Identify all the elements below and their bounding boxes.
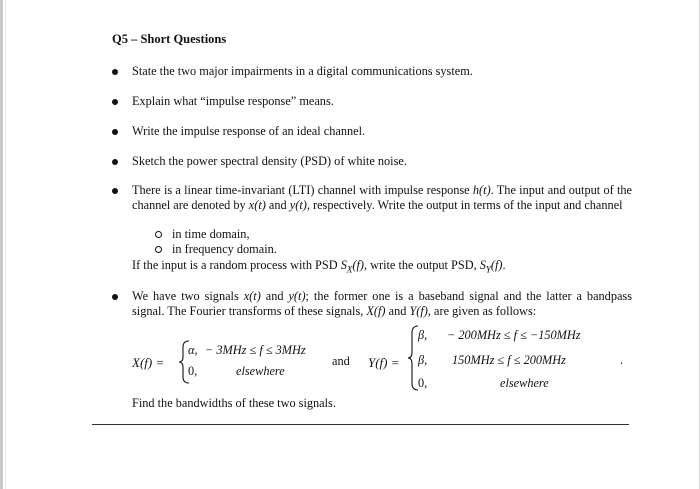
x-of-f-row2-condition: elsewhere (236, 364, 285, 378)
and-word: and (332, 354, 350, 368)
question-5-psd: If the input is a random process with PSD $S_X(f)$, write the output PSD, $S_Y(f)$. (132, 258, 506, 275)
question-6-find: Find the bandwidths of these two signals. (132, 396, 336, 410)
y-of-f-row3-value: 0, (418, 376, 428, 390)
question-5-sub-1: in time domain, (172, 227, 250, 241)
bottom-divider (92, 424, 629, 425)
x-of-f-row2-value: 0, (188, 364, 198, 378)
question-2: Explain what “impulse response” means. (132, 94, 334, 108)
y-of-f-row1-value: β, (418, 328, 428, 342)
y-of-f-row2-condition: 150MHz ≤ f ≤ 200MHz (452, 353, 566, 367)
y-of-f-label: Y(f) = (368, 355, 400, 370)
x-of-f-label: X(f) = (132, 355, 165, 370)
bullet-3 (112, 129, 118, 135)
question-5-sub-2: in frequency domain. (172, 242, 277, 256)
bullet-6 (112, 294, 118, 300)
question-4: Sketch the power spectral density (PSD) of white noise. (132, 154, 407, 168)
y-of-f-row2-value: β, (418, 353, 428, 367)
question-6: We have two signals x(t) and y(t); the former one is a baseband signal and the latter a bandpass signal. The Fourier transforms of these signals, X(f) and Y(f), are given as follows: (132, 289, 633, 318)
question-5: There is a linear time-invariant (LTI) channel with impulse response h(t). The input and output of the channel are denoted by x(t) and y(t), respectively. Write the output in terms of the input and channel (132, 183, 632, 212)
bullet-4 (112, 159, 118, 165)
page-left-edge (0, 0, 3, 489)
page-left-edge-inner (5, 0, 6, 489)
question-1: State the two major impairments in a digital communications system. (132, 64, 473, 78)
x-of-f-row1-value: α, (188, 343, 198, 357)
section-title: Q5 – Short Questions (112, 32, 227, 46)
sub-bullet-2 (155, 246, 162, 253)
sub-bullet-1 (155, 231, 162, 238)
bullet-1 (112, 69, 118, 75)
x-of-f-row1-condition: − 3MHz ≤ f ≤ 3MHz (205, 343, 306, 357)
y-of-f-row3-condition: elsewhere (500, 376, 549, 390)
question-3: Write the impulse response of an ideal channel. (132, 124, 366, 138)
y-of-f-row1-condition: − 200MHz ≤ f ≤ −150MHz (447, 328, 581, 342)
bullet-2 (112, 99, 118, 105)
bullet-5 (112, 188, 118, 194)
y-of-f-period: . (620, 353, 624, 367)
